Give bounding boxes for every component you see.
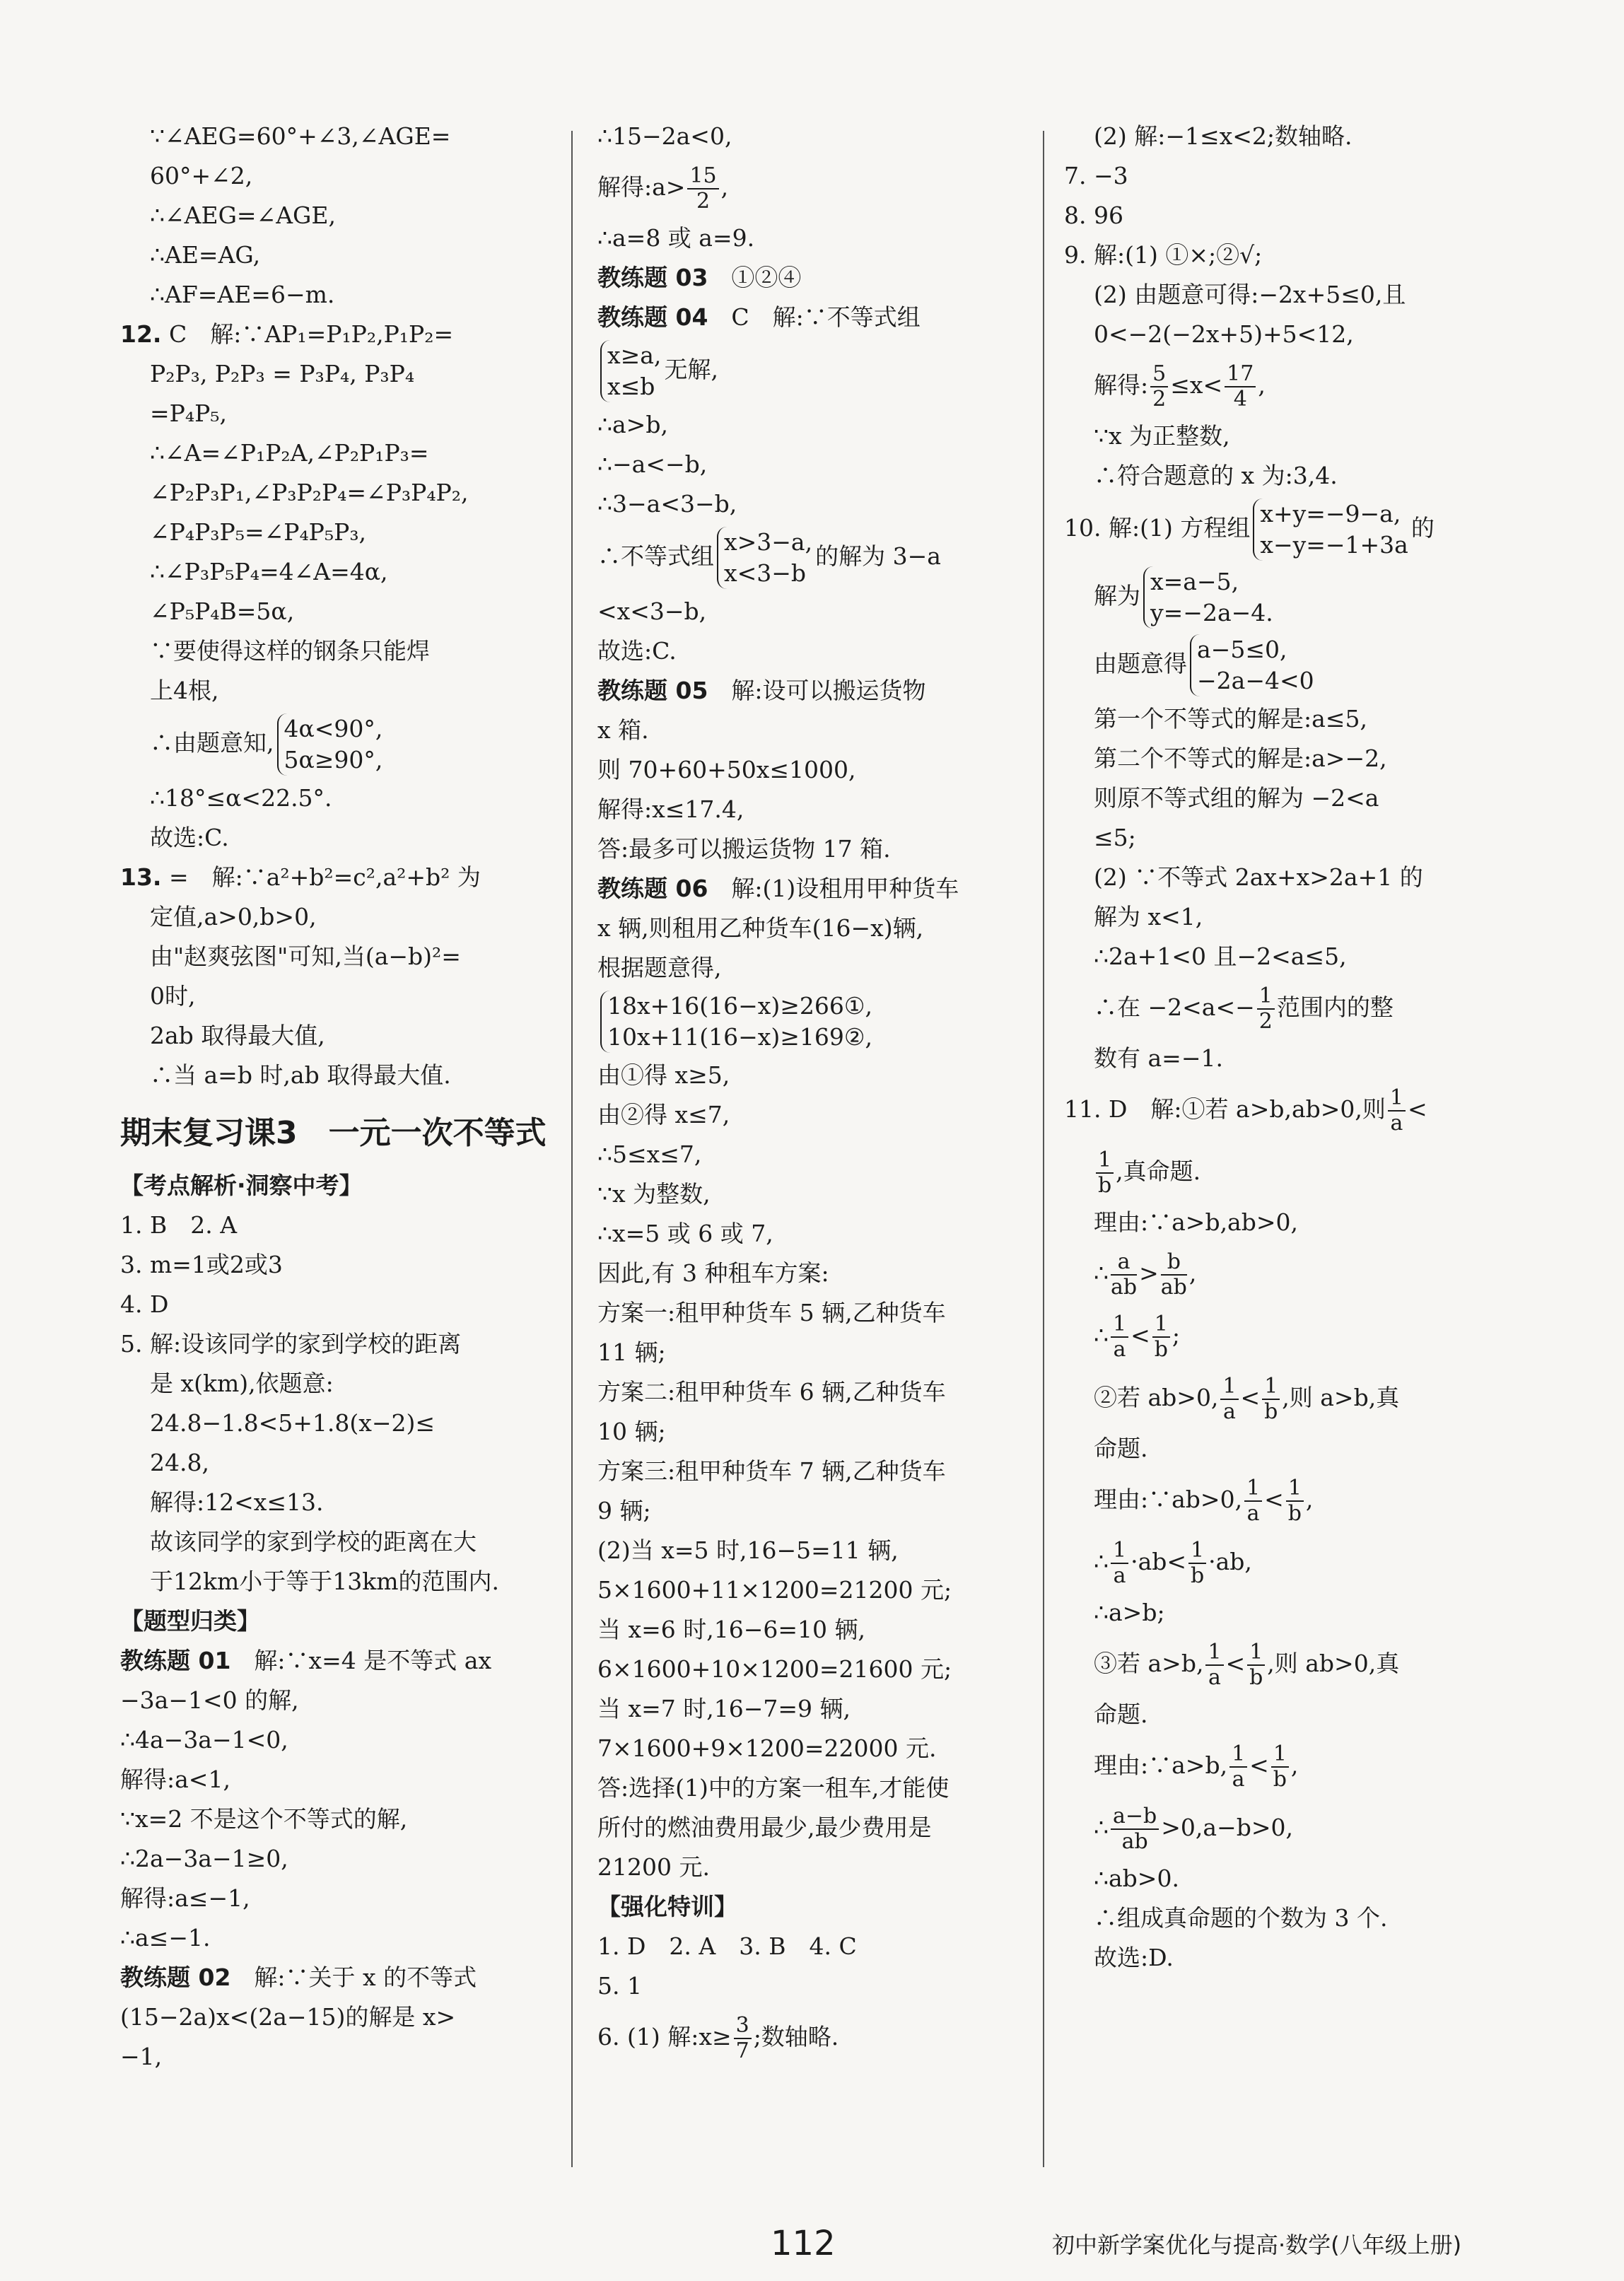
text-segment: , xyxy=(1305,1486,1314,1513)
numerator: 1 xyxy=(1257,984,1275,1010)
column-2 xyxy=(597,117,1022,2068)
text-line: 解得:a<1, xyxy=(120,1766,230,1793)
text-segment: ,则 a>b,真 xyxy=(1282,1384,1400,1411)
fraction xyxy=(1161,1250,1187,1300)
text-line: ∴∠P₃P₅P₄=4∠A=4α, xyxy=(150,558,388,585)
text-line: 方案三:租甲种货车 7 辆,乙种货车 xyxy=(597,1457,946,1485)
text-segment: , xyxy=(1290,1751,1299,1779)
system-line xyxy=(1064,564,1524,631)
text-segment: 解得: xyxy=(1094,371,1149,399)
text-segment: 的解为 3−a xyxy=(815,542,941,570)
text-segment: ∴ xyxy=(1094,1548,1109,1575)
numerator: 1 xyxy=(1111,1539,1128,1564)
system-row: 18x+16(16−x)≥266①, xyxy=(607,992,872,1020)
text-segment: ∴不等式组 xyxy=(597,542,714,570)
system-line xyxy=(597,524,1022,592)
text-segment: ; xyxy=(1172,1322,1180,1349)
text-line: 解得:12<x≤13. xyxy=(150,1488,324,1516)
exercise-label: 教练题 04 xyxy=(597,303,708,331)
text-segment: 理由:∵ab>0, xyxy=(1094,1486,1243,1513)
fraction-line xyxy=(1064,1633,1524,1695)
fraction xyxy=(1220,1375,1238,1424)
text-line: ∵x=2 不是这个不等式的解, xyxy=(120,1805,408,1833)
system-row: 4α<90°, xyxy=(284,715,383,742)
equation-system xyxy=(277,713,383,776)
text-line: 方案一:租甲种货车 5 辆,乙种货车 xyxy=(597,1299,946,1326)
fraction-line xyxy=(1064,1305,1524,1367)
text-line: ∴5≤x≤7, xyxy=(597,1140,702,1168)
text-line: 解得:x≤17.4, xyxy=(597,795,744,823)
text-line: ∴2a+1<0 且−2<a≤5, xyxy=(1094,943,1347,970)
question-13 xyxy=(120,858,551,897)
column-3 xyxy=(1064,117,1524,1978)
denominator: a xyxy=(1208,1665,1221,1690)
denominator: b xyxy=(1249,1665,1263,1690)
text-line: 根据题意得, xyxy=(597,954,722,981)
text-line: 理由:∵a>b,ab>0, xyxy=(1094,1208,1298,1236)
text-segment: ∴在 −2<a<− xyxy=(1094,993,1255,1021)
text-line: ∴a=8 或 a=9. xyxy=(597,224,755,252)
text-segment: < xyxy=(1240,1384,1261,1411)
system-row: a−5≤0, xyxy=(1197,636,1287,663)
fraction xyxy=(1286,1476,1304,1526)
answer-line: 5. 解:设该同学的家到学校的距离 xyxy=(120,1330,462,1358)
text-line: = 解:∵a²+b²=c²,a²+b² 为 xyxy=(168,863,481,891)
text-line: 解:∵关于 x 的不等式 xyxy=(230,1964,477,1991)
system-line xyxy=(597,988,1022,1056)
fraction xyxy=(1152,1312,1170,1362)
numerator: 1 xyxy=(1388,1086,1406,1112)
subsection-label: 【考点解析·洞察中考】 xyxy=(120,1172,363,1199)
question-number: 12. xyxy=(120,320,162,348)
text-line: 0时, xyxy=(150,982,196,1010)
section-heading: 期末复习课3 一元一次不等式 xyxy=(120,1115,547,1151)
column-divider-right xyxy=(1043,131,1044,2167)
fraction xyxy=(1111,1804,1159,1854)
text-line: ∴a>b, xyxy=(597,411,668,438)
question-number: 13. xyxy=(120,863,162,891)
exercise-04 xyxy=(597,298,1022,337)
fraction xyxy=(1244,1476,1262,1526)
text-line: 由①得 x≥5, xyxy=(597,1061,730,1089)
system-row: y=−2a−4. xyxy=(1150,599,1273,626)
text-line: (2) 由题意可得:−2x+5≤0,且 xyxy=(1094,281,1406,308)
answer-line: 4. D xyxy=(120,1290,169,1318)
fraction-line xyxy=(1064,1531,1524,1593)
denominator: ab xyxy=(1160,1275,1187,1300)
system-row: 5α≥90°, xyxy=(284,746,383,774)
system-row: −2a−4<0 xyxy=(1197,667,1314,694)
fraction xyxy=(1271,1742,1289,1792)
system-row: x≥a, xyxy=(607,342,662,369)
fraction xyxy=(734,2014,752,2063)
fraction xyxy=(1188,1539,1206,1588)
exercise-label: 教练题 02 xyxy=(120,1964,231,1991)
text-line: 当 x=7 时,16−7=9 辆, xyxy=(597,1695,851,1722)
text-line: P₂P₃, P₂P₃ = P₃P₄, P₃P₄ xyxy=(150,360,415,387)
text-line: 2ab 取得最大值, xyxy=(150,1022,325,1049)
denominator: 7 xyxy=(735,2038,749,2063)
denominator: 2 xyxy=(696,189,711,214)
exercise-03 xyxy=(597,258,1022,298)
system-row: x+y=−9−a, xyxy=(1260,500,1401,527)
text-line: ∴x=5 或 6 或 7, xyxy=(597,1220,773,1247)
exercise-01 xyxy=(120,1641,551,1681)
text-segment: ∴ xyxy=(1094,1259,1109,1287)
fraction-line xyxy=(1064,1797,1524,1859)
fraction-line xyxy=(1064,1367,1524,1429)
denominator: b xyxy=(1264,1399,1278,1424)
numerator: 1 xyxy=(1111,1312,1128,1338)
text-line: 命题. xyxy=(1094,1435,1148,1462)
column-1 xyxy=(120,117,551,2077)
text-line: −1, xyxy=(120,2043,163,2070)
numerator: 1 xyxy=(1286,1476,1304,1502)
text-line: ∴组成真命题的个数为 3 个. xyxy=(1094,1904,1388,1932)
text-line: 故选:D. xyxy=(1094,1944,1174,1971)
text-line: ∴15−2a<0, xyxy=(597,122,732,150)
text-segment: 由题意得 xyxy=(1094,650,1187,677)
text-line: ∴AF=AE=6−m. xyxy=(150,281,335,308)
system-row: x>3−a, xyxy=(724,528,813,556)
denominator: b xyxy=(1287,1501,1302,1526)
text-line: 由"赵爽弦图"可知,当(a−b)²= xyxy=(150,943,461,970)
text-line: 于12km小于等于13km的范围内. xyxy=(150,1568,500,1595)
text-line: 第二个不等式的解是:a>−2, xyxy=(1094,745,1387,772)
text-segment: 解为 xyxy=(1094,582,1140,609)
denominator: ab xyxy=(1111,1275,1138,1300)
text-line: ∴2a−3a−1≥0, xyxy=(120,1845,288,1872)
text-segment: 理由:∵a>b, xyxy=(1094,1751,1228,1779)
numerator: 1 xyxy=(1247,1640,1265,1666)
text-line: 10 辆; xyxy=(597,1418,666,1445)
text-segment: < xyxy=(1225,1650,1246,1677)
fraction-line xyxy=(1064,1140,1524,1203)
text-line: =P₄P₅, xyxy=(150,399,228,427)
text-line: 故选:C. xyxy=(150,824,229,851)
numerator: 1 xyxy=(1244,1476,1262,1502)
text-line: 5×1600+11×1200=21200 元; xyxy=(597,1576,952,1604)
equation-system xyxy=(717,527,812,589)
text-line: ∴符合题意的 x 为:3,4. xyxy=(1094,462,1338,489)
text-segment: ∴ xyxy=(1094,1322,1109,1349)
text-segment: 解得:a> xyxy=(597,173,686,201)
text-segment: , xyxy=(1258,371,1266,399)
text-line: ∠P₂P₃P₁,∠P₃P₂P₄=∠P₃P₄P₂, xyxy=(150,479,469,506)
denominator: b xyxy=(1097,1173,1112,1198)
text-line: 解:(1)设租用甲种货车 xyxy=(708,875,959,902)
fraction xyxy=(1225,362,1256,412)
denominator: a xyxy=(1223,1399,1236,1424)
text-segment: ·ab, xyxy=(1208,1548,1252,1575)
text-line: 因此,有 3 种租车方案: xyxy=(597,1259,829,1287)
text-segment: , xyxy=(720,173,729,201)
text-segment: < xyxy=(1131,1322,1150,1349)
text-segment: 范围内的整 xyxy=(1276,993,1394,1021)
denominator: 2 xyxy=(1258,1009,1273,1034)
fraction-line xyxy=(1064,1734,1524,1797)
text-line: 解:∵x=4 是不等式 ax xyxy=(230,1647,492,1674)
fraction xyxy=(1096,1148,1114,1198)
text-line: 当 x=6 时,16−6=10 辆, xyxy=(597,1616,865,1643)
fraction xyxy=(1111,1539,1128,1588)
text-line: ∵要使得这样的钢条只能焊 xyxy=(150,637,430,665)
text-segment: ≤x< xyxy=(1170,371,1223,399)
numerator: 1 xyxy=(1229,1742,1247,1768)
equation-system xyxy=(600,340,661,402)
text-line: 命题. xyxy=(1094,1700,1148,1728)
fraction xyxy=(1247,1640,1265,1690)
text-line: x 辆,则租用乙种货车(16−x)辆, xyxy=(597,914,924,942)
equation-system xyxy=(600,991,872,1053)
text-line: −3a−1<0 的解, xyxy=(120,1686,299,1714)
text-segment: ∴ xyxy=(1094,1814,1109,1841)
text-segment: < xyxy=(1264,1486,1284,1513)
exercise-label: 教练题 06 xyxy=(597,875,708,902)
text-line: 数有 a=−1. xyxy=(1094,1044,1223,1072)
text-line: ∴18°≤α<22.5°. xyxy=(150,784,332,812)
denominator: a xyxy=(1232,1767,1245,1792)
fraction-line xyxy=(597,156,1022,218)
page-number: 112 xyxy=(771,2224,836,2263)
text-line: ∴ab>0. xyxy=(1094,1865,1179,1892)
text-line: ∠P₄P₃P₅=∠P₄P₅P₃, xyxy=(150,518,367,546)
fraction-line xyxy=(1064,1078,1524,1140)
denominator: ab xyxy=(1121,1829,1148,1854)
answer-line: 5. 1 xyxy=(597,1972,642,2000)
fraction-line xyxy=(1064,1242,1524,1305)
subsection-label: 【强化特训】 xyxy=(597,1893,737,1920)
numerator: a−b xyxy=(1111,1804,1159,1830)
equation-system xyxy=(1190,634,1314,696)
numerator: a xyxy=(1111,1250,1137,1276)
text-line: C 解:∵不等式组 xyxy=(708,303,921,331)
text-line: <x<3−b, xyxy=(597,597,707,625)
text-line: ∠P₅P₄B=5α, xyxy=(150,597,295,625)
text-line: ∴由题意知, xyxy=(150,729,274,757)
text-line: ∵x 为正整数, xyxy=(1094,422,1230,450)
text-line: 所付的燃油费用最少,最少费用是 xyxy=(597,1814,932,1841)
text-segment: 6. (1) 解:x≥ xyxy=(597,2023,732,2050)
text-line: 21200 元. xyxy=(597,1853,710,1881)
denominator: 4 xyxy=(1233,387,1247,412)
book-title: 初中新学案优化与提高·数学(八年级上册) xyxy=(1052,2232,1462,2258)
fraction xyxy=(1150,362,1168,412)
text-line: 是 x(km),依题意: xyxy=(150,1370,334,1397)
system-line xyxy=(1064,631,1524,699)
text-line: 9 辆; xyxy=(597,1497,651,1524)
text-segment: 的 xyxy=(1410,514,1435,542)
text-line: 解得:a≤−1, xyxy=(120,1884,250,1912)
exercise-06 xyxy=(597,869,1022,909)
text-segment: 10. 解:(1) 方程组 xyxy=(1064,514,1251,542)
text-line: (2) 解:−1≤x<2;数轴略. xyxy=(1094,122,1353,150)
denominator: b xyxy=(1190,1563,1205,1588)
numerator: 3 xyxy=(734,2014,752,2039)
answer-line: 3. m=1或2或3 xyxy=(120,1251,283,1278)
system-line xyxy=(1064,496,1524,564)
numerator: 1 xyxy=(1220,1375,1238,1400)
denominator: b xyxy=(1273,1767,1287,1792)
system-row: x=a−5, xyxy=(1150,568,1239,595)
system-line xyxy=(120,711,551,778)
fraction xyxy=(1205,1640,1223,1690)
system-row: x−y=−1+3a xyxy=(1260,531,1408,559)
denominator: b xyxy=(1154,1337,1168,1362)
fraction xyxy=(1388,1086,1406,1136)
fraction-line xyxy=(1064,976,1524,1039)
text-line: 24.8, xyxy=(150,1449,209,1476)
question-12 xyxy=(120,315,551,354)
fraction xyxy=(1111,1250,1137,1300)
system-row: x≤b xyxy=(607,373,655,400)
fraction xyxy=(1229,1742,1247,1792)
numerator: 1 xyxy=(1096,1148,1114,1174)
numerator: b xyxy=(1161,1250,1187,1276)
text-line: 60°+∠2, xyxy=(150,162,253,189)
denominator: 2 xyxy=(1152,387,1167,412)
text-line: 则 70+60+50x≤1000, xyxy=(597,756,856,783)
fraction-line xyxy=(1064,354,1524,416)
exercise-label: 教练题 01 xyxy=(120,1647,231,1674)
text-line: 方案二:租甲种货车 6 辆,乙种货车 xyxy=(597,1378,946,1406)
text-line: 6×1600+10×1200=21600 元; xyxy=(597,1655,952,1683)
text-line: ∴AE=AG, xyxy=(150,241,261,269)
numerator: 1 xyxy=(1271,1742,1289,1768)
text-line: C 解:∵AP₁=P₁P₂,P₁P₂= xyxy=(168,320,454,348)
text-line: 0<−2(−2x+5)+5<12, xyxy=(1094,320,1354,348)
text-line: 定值,a>0,b>0, xyxy=(150,903,317,931)
subsection-label: 【题型归类】 xyxy=(120,1607,260,1635)
answer-line: 7. −3 xyxy=(1064,162,1128,189)
text-line: ∴−a<−b, xyxy=(597,450,708,478)
exercise-label: 教练题 05 xyxy=(597,677,708,704)
text-line: 第一个不等式的解是:a≤5, xyxy=(1094,705,1367,733)
text-segment: 11. D 解:①若 a>b,ab>0,则 xyxy=(1064,1095,1386,1123)
text-line: 11 辆; xyxy=(597,1338,666,1366)
text-line: ∴3−a<3−b, xyxy=(597,490,737,518)
answer-line: 8. 96 xyxy=(1064,202,1123,229)
text-line: 则原不等式组的解为 −2<a xyxy=(1094,784,1379,812)
text-segment: ③若 a>b, xyxy=(1094,1650,1204,1677)
column-divider-left xyxy=(571,131,573,2167)
text-segment: > xyxy=(1139,1259,1159,1287)
text-line: 故选:C. xyxy=(597,637,677,665)
denominator: a xyxy=(1390,1111,1403,1136)
text-segment: ;数轴略. xyxy=(753,2023,839,2050)
text-line: ∴∠A=∠P₁P₂A,∠P₂P₁P₃= xyxy=(150,439,429,467)
text-line: 上4根, xyxy=(150,677,219,704)
text-line: 答:选择(1)中的方案一租车,才能使 xyxy=(597,1774,950,1802)
text-segment: ,则 ab>0,真 xyxy=(1267,1650,1400,1677)
text-segment: ,真命题. xyxy=(1116,1157,1201,1185)
equation-system xyxy=(1143,566,1273,629)
text-line: (2) ∵不等式 2ax+x>2a+1 的 xyxy=(1094,863,1423,891)
text-line: ∴a≤−1. xyxy=(120,1924,211,1952)
text-segment: 无解, xyxy=(664,356,718,383)
fraction xyxy=(1111,1312,1128,1362)
equation-system xyxy=(1253,498,1408,561)
denominator: a xyxy=(1246,1501,1260,1526)
fraction xyxy=(687,164,718,214)
system-line xyxy=(597,337,1022,405)
text-line: 由②得 x≤7, xyxy=(597,1101,730,1128)
text-segment: >0,a−b>0, xyxy=(1161,1814,1293,1841)
text-segment: < xyxy=(1249,1751,1269,1779)
text-line: ≤5; xyxy=(1094,824,1136,851)
text-segment: , xyxy=(1188,1259,1197,1287)
answer-line: 1. B 2. A xyxy=(120,1211,238,1239)
text-line: (2)当 x=5 时,16−5=11 辆, xyxy=(597,1536,899,1564)
text-line: ∴∠AEG=∠AGE, xyxy=(150,202,337,229)
denominator: a xyxy=(1113,1563,1126,1588)
numerator: 1 xyxy=(1262,1375,1280,1400)
denominator: a xyxy=(1113,1337,1126,1362)
text-line: (15−2a)x<(2a−15)的解是 x> xyxy=(120,2003,456,2031)
numerator: 1 xyxy=(1188,1539,1206,1564)
text-line: 故该同学的家到学校的距离在大 xyxy=(150,1528,477,1556)
system-row: 10x+11(16−x)≥169②, xyxy=(607,1023,872,1051)
text-line: ∴4a−3a−1<0, xyxy=(120,1726,288,1754)
numerator: 1 xyxy=(1152,1312,1170,1338)
text-line: ∴a>b; xyxy=(1094,1599,1165,1626)
answer-line: 1. D 2. A 3. B 4. C xyxy=(597,1932,857,1960)
exercise-label: 教练题 03 xyxy=(597,264,708,291)
fraction xyxy=(1262,1375,1280,1424)
text-line: 解为 x<1, xyxy=(1094,903,1203,931)
exercise-05 xyxy=(597,671,1022,711)
fraction-line xyxy=(597,2006,1022,2068)
system-row: x<3−b xyxy=(724,559,807,587)
text-line: ∵x 为整数, xyxy=(597,1180,711,1208)
text-line: ∵∠AEG=60°+∠3,∠AGE= xyxy=(150,122,451,150)
numerator: 1 xyxy=(1205,1640,1223,1666)
fraction xyxy=(1257,984,1275,1034)
exercise-02 xyxy=(120,1958,551,1997)
text-line: ∴当 a=b 时,ab 取得最大值. xyxy=(150,1061,451,1089)
text-line: 24.8−1.8<5+1.8(x−2)≤ xyxy=(150,1409,436,1437)
text-segment: ·ab< xyxy=(1131,1548,1187,1575)
answer-line: 9. 解:(1) ①×;②√; xyxy=(1064,241,1263,269)
text-line: x 箱. xyxy=(597,716,649,744)
numerator: 5 xyxy=(1150,362,1168,387)
text-line: 答:最多可以搬运货物 17 箱. xyxy=(597,835,891,863)
numerator: 17 xyxy=(1225,362,1256,387)
text-segment: ②若 ab>0, xyxy=(1094,1384,1219,1411)
text-segment: < xyxy=(1408,1095,1427,1123)
text-line: 解:设可以搬运货物 xyxy=(708,677,926,704)
text-line: 7×1600+9×1200=22000 元. xyxy=(597,1734,937,1762)
numerator: 15 xyxy=(687,164,718,189)
text-line: ①②④ xyxy=(708,264,802,291)
fraction-line xyxy=(1064,1469,1524,1531)
